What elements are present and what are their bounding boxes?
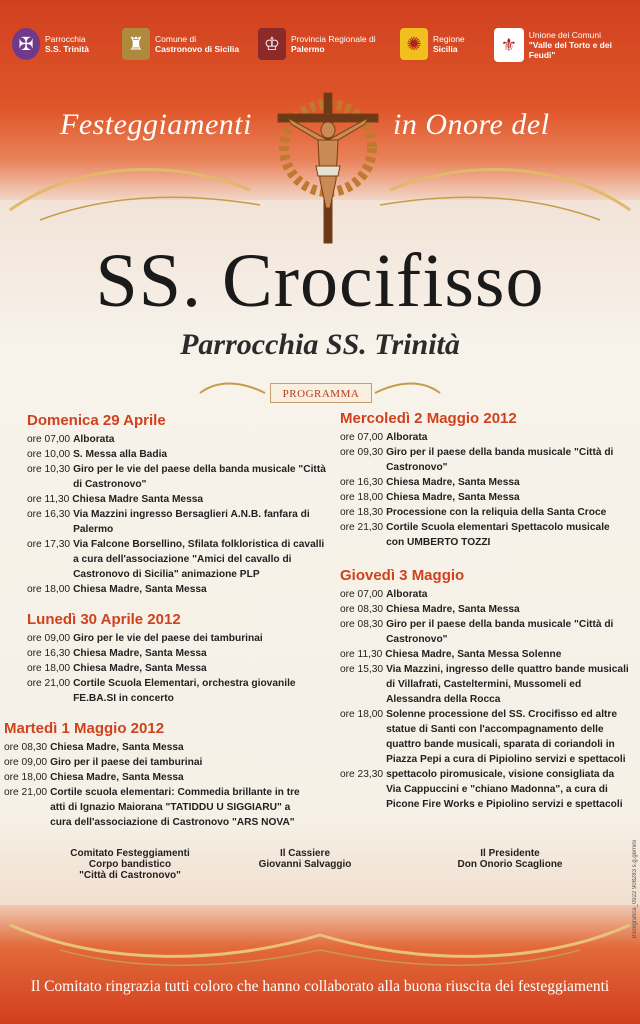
event-row: [340, 505, 625, 520]
event-row: [27, 507, 327, 537]
footer-thanks: Il Comitato ringrazia tutti coloro che hanno collaborato alla buona riuscita dei festeggiamenti: [30, 978, 610, 995]
event-row: [340, 662, 630, 707]
event-text: Solenne processione del SS. Crocifisso ed altre statue di Santi con l'accompagnamento delle quattro bande musicali, sparata di coriandoli in Piazza Pepi a cura di Pipiolino servizi e spettacoli: [386, 709, 626, 765]
logo-line: Sicilia: [433, 44, 458, 54]
programma-text: PROGRAMMA: [282, 388, 360, 400]
event-time: ore 18,00: [4, 772, 48, 783]
event-time: ore 07,00: [340, 432, 384, 443]
event-text: Cortile Scuola Elementari, orchestra giovanile FE.BA.SI in concerto: [73, 678, 296, 704]
day-mercoledi: [340, 410, 625, 550]
event-row: [27, 582, 327, 597]
day-title: Lunedì 30 Aprile 2012: [27, 611, 181, 628]
event-text: spettacolo piromusicale, visione consigliata da Via Cappuccini e "chiano Madonna", a cura di Picone Fire Works e Pipiolino servizi e spettacoli: [386, 769, 623, 810]
event-time: ore 08,30: [340, 604, 384, 615]
logo-line: "Valle del Torto e dei Feudi": [528, 40, 612, 60]
event-time: ore 16,30: [27, 509, 71, 520]
event-time: ore 09,00: [4, 757, 48, 768]
signature-presidente: [425, 848, 595, 870]
event-text: Chiesa Madre, Santa Messa: [73, 663, 207, 674]
event-row: [27, 646, 327, 661]
event-text: Chiesa Madre, Santa Messa: [50, 742, 184, 753]
event-text: Chiesa Madre, Santa Messa: [73, 648, 207, 659]
event-row: [4, 740, 304, 755]
event-text: Via Falcone Borsellino, Sfilata folkloristica di cavalli a cura dell'associazione "Amici del cavallo di Castronovo di Sicilia" animazione PLP: [73, 539, 325, 580]
logo-regione: [400, 28, 465, 60]
logo-line: Unione dei Comuni: [528, 30, 602, 40]
event-time: ore 10,00: [27, 449, 71, 460]
day-title: Mercoledì 2 Maggio 2012: [340, 410, 517, 427]
event-row: [340, 445, 625, 475]
event-row: [27, 631, 327, 646]
logo-parrocchia: [12, 28, 89, 60]
event-row: [4, 755, 304, 770]
event-time: ore 07,00: [27, 434, 71, 445]
day-title: Martedì 1 Maggio 2012: [4, 720, 165, 737]
event-time: ore 17,30: [27, 539, 71, 550]
event-time: ore 11,30: [27, 494, 70, 505]
signature-line: Il Presidente: [480, 848, 540, 859]
logo-line: S.S. Trinità: [45, 44, 89, 54]
event-text: Chiesa Madre, Santa Messa: [73, 584, 207, 595]
main-title: SS. Crocifisso: [95, 239, 545, 323]
event-row: [340, 520, 625, 550]
event-text: Chiesa Madre, Santa Messa Solenne: [385, 649, 562, 660]
event-text: Chiesa Madre Santa Messa: [72, 494, 204, 505]
event-time: ore 09,30: [340, 447, 384, 458]
event-text: Giro per il paese della banda musicale "Città di Castronovo": [386, 619, 614, 645]
signature-line: Giovanni Salvaggio: [258, 859, 352, 870]
event-time: ore 18,00: [340, 709, 384, 720]
event-time: ore 08,30: [340, 619, 384, 630]
event-time: ore 23,30: [340, 769, 384, 780]
day-domenica: [27, 412, 327, 597]
event-time: ore 09,00: [27, 633, 71, 644]
event-time: ore 18,00: [340, 492, 384, 503]
event-text: Chiesa Madre, Santa Messa: [386, 492, 520, 503]
event-time: ore 18,00: [27, 584, 71, 595]
signature-line: Corpo bandistico: [88, 859, 172, 870]
day-title: Domenica 29 Aprile: [27, 412, 166, 429]
gold-ornament-bottom: [0, 905, 640, 975]
event-row: [27, 432, 327, 447]
logo-line: Parrocchia: [45, 34, 86, 44]
event-row: [4, 785, 304, 830]
event-text: Chiesa Madre, Santa Messa: [386, 477, 520, 488]
event-time: ore 18,00: [27, 663, 71, 674]
event-text: Giro per il paese della banda musicale "Città di Castronovo": [386, 447, 614, 473]
sponsor-logos: [0, 28, 640, 72]
signature-cassiere: [230, 848, 380, 870]
provincial-crest-icon: ♔: [258, 28, 286, 60]
day-martedi: [4, 720, 304, 830]
event-text: Chiesa Madre, Santa Messa: [50, 772, 184, 783]
event-time: ore 21,00: [27, 678, 71, 689]
event-time: ore 18,30: [340, 507, 384, 518]
event-text: Giro per il paese dei tamburinai: [50, 757, 203, 768]
logo-line: Regione: [433, 34, 465, 44]
event-text: Alborata: [73, 434, 115, 445]
event-text: Cortile Scuola elementari Spettacolo musicale con UMBERTO TOZZI: [386, 522, 610, 548]
parish-emblem-icon: ✠: [12, 28, 40, 60]
logo-line: Castronovo di Sicilia: [155, 44, 240, 54]
in-onore-heading: in Onore del: [393, 108, 550, 141]
event-text: Giro per le vie del paese della banda musicale "Città di Castronovo": [73, 464, 326, 490]
printer-credit: Bisolgrafica_0922 908283 s.g.gemini: [632, 840, 638, 939]
event-time: ore 16,30: [27, 648, 71, 659]
day-title: Giovedì 3 Maggio: [340, 567, 465, 584]
signature-line: Il Cassiere: [279, 848, 331, 859]
event-row: [27, 462, 327, 492]
logo-line: Comune di: [155, 34, 197, 44]
event-time: ore 21,30: [340, 522, 384, 533]
event-time: ore 15,30: [340, 664, 384, 675]
event-text: Via Mazzini, ingresso delle quattro bande musicali di Villafrati, Casteltermini, Mussomeli ed Alessandra della Rocca: [386, 664, 629, 705]
event-text: Processione con la reliquia della Santa Croce: [386, 507, 607, 518]
sicily-region-icon: ✺: [400, 28, 428, 60]
crucifix-icon: [270, 88, 386, 246]
day-giovedi: [340, 567, 630, 812]
union-logo-icon: ⚜: [494, 28, 524, 62]
event-row: [27, 676, 327, 706]
logo-unione: [494, 28, 640, 62]
municipal-crest-icon: ♜: [122, 28, 150, 60]
event-time: ore 21,00: [4, 787, 48, 798]
event-row: [27, 661, 327, 676]
festeggiamenti-heading: Festeggiamenti: [60, 108, 252, 141]
event-time: ore 10,30: [27, 464, 71, 475]
signature-line: Don Onorio Scaglione: [457, 859, 563, 870]
event-row: [340, 430, 625, 445]
event-text: S. Messa alla Badia: [73, 449, 168, 460]
event-time: ore 16,30: [340, 477, 384, 488]
event-row: [340, 602, 630, 617]
event-row: [340, 475, 625, 490]
event-row: [27, 447, 327, 462]
event-time: ore 07,00: [340, 589, 384, 600]
event-text: Via Mazzini ingresso Bersaglieri A.N.B. fanfara di Palermo: [73, 509, 310, 535]
event-row: [340, 647, 630, 662]
logo-provincia: [258, 28, 376, 60]
event-time: ore 08,30: [4, 742, 48, 753]
signature-line: Comitato Festeggiamenti: [70, 848, 190, 859]
event-time: ore 11,30: [340, 649, 383, 660]
event-row: [340, 707, 630, 767]
signature-comitato: [40, 848, 220, 881]
programma-label: [270, 383, 372, 403]
event-text: Alborata: [386, 589, 428, 600]
event-row: [340, 767, 630, 812]
logo-line: Palermo: [291, 44, 325, 54]
event-text: Chiesa Madre, Santa Messa: [386, 604, 520, 615]
event-row: [27, 537, 327, 582]
event-text: Giro per le vie del paese dei tamburinai: [73, 633, 263, 644]
signature-line: "Città di Castronovo": [79, 870, 181, 881]
event-row: [340, 587, 630, 602]
logo-comune: [122, 28, 239, 60]
event-text: Alborata: [386, 432, 428, 443]
event-row: [27, 492, 327, 507]
logo-line: Provincia Regionale di: [291, 34, 376, 44]
day-lunedi: [27, 611, 327, 706]
event-text: Cortile scuola elementari: Commedia brillante in tre atti di Ignazio Maiorana "TATIDDU U SIGGIARU" a cura dell'associazione di Castronovo "ARS NOVA": [50, 787, 300, 828]
event-row: [4, 770, 304, 785]
event-row: [340, 490, 625, 505]
subtitle: Parrocchia SS. Trinità: [180, 328, 460, 361]
event-row: [340, 617, 630, 647]
